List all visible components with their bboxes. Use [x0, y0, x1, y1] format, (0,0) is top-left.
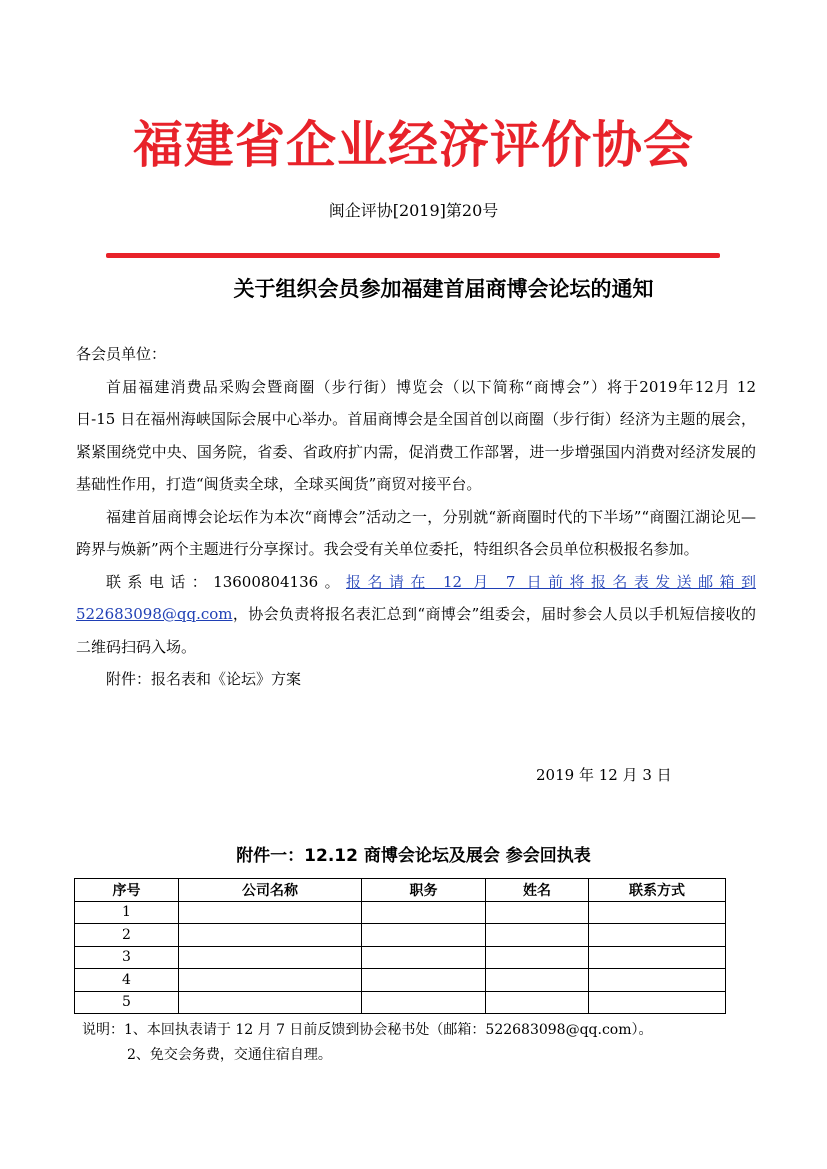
annex-title: 附件一：12.12 商博会论坛及展会 参会回执表 — [236, 846, 591, 866]
paragraph-3 — [76, 566, 756, 664]
company-name-cell[interactable] — [179, 901, 362, 924]
paragraph-3-suffix: ，协会负责将报名表汇总到“商博会”组委会，届时参会人员以手机短信接收的二维码扫码入场。 — [76, 605, 756, 656]
contact-cell[interactable] — [589, 901, 726, 924]
name-cell[interactable] — [486, 991, 589, 1014]
column-header: 联系方式 — [589, 879, 726, 902]
company-name-cell[interactable] — [179, 991, 362, 1014]
position-cell[interactable] — [362, 901, 486, 924]
company-name-cell[interactable] — [179, 969, 362, 992]
position-cell[interactable] — [362, 969, 486, 992]
note-2: 2、免交会务费，交通住宿自理。 — [127, 1047, 332, 1063]
column-header: 姓名 — [486, 879, 589, 902]
paragraph-1: 首届福建消费品采购会暨商圈（步行街）博览会（以下简称“商博会”）将于2019年12月 12 日-15 日在福州海峡国际会展中心举办。首届商博会是全国首创以商圈（步行街）经济为主题的展会，紧紧围绕党中央、国务院，省委、省政府扩内需，促消费工作部署，进一步增强国内消费对经济发展的基础性作用，打造“闽货卖全球，全球买闽货”商贸对接平台。 — [76, 377, 756, 493]
document-number: 闽企评协[2019]第20号 — [328, 201, 499, 220]
contact-cell[interactable] — [589, 991, 726, 1014]
table-row — [75, 991, 726, 1014]
reply-form-table — [74, 878, 726, 1014]
contact-phone: 联系电话：13600804136。 — [106, 572, 347, 591]
row-number: 5 — [75, 991, 179, 1014]
contact-cell[interactable] — [589, 924, 726, 947]
table-row — [75, 924, 726, 947]
column-header: 职务 — [362, 879, 486, 902]
row-number: 1 — [75, 901, 179, 924]
note-1: 说明：1、本回执表请于 12 月 7 日前反馈到协会秘书处（邮箱：522683098@qq.com）。 — [82, 1022, 653, 1038]
salutation: 各会员单位： — [76, 345, 167, 363]
row-number: 3 — [75, 946, 179, 969]
row-number: 2 — [75, 924, 179, 947]
issue-date: 2019 年 12 月 3 日 — [536, 766, 672, 784]
table-row — [75, 901, 726, 924]
table-row — [75, 969, 726, 992]
position-cell[interactable] — [362, 924, 486, 947]
column-header: 序号 — [75, 879, 179, 902]
row-number: 4 — [75, 969, 179, 992]
red-divider-line — [106, 253, 720, 258]
name-cell[interactable] — [486, 946, 589, 969]
registration-email-link[interactable]: 报名请在 12 月 7 日前将报名表发送邮箱到 522683098@qq.com — [76, 572, 756, 623]
contact-cell[interactable] — [589, 946, 726, 969]
paragraph-2: 福建首届商博会论坛作为本次“商博会”活动之一，分别就“新商圈时代的下半场”“商圈江湖论见—跨界与焕新”两个主题进行分享探讨。我会受有关单位委托，特组织各会员单位积极报名参加。 — [76, 507, 756, 558]
name-cell[interactable] — [486, 969, 589, 992]
name-cell[interactable] — [486, 924, 589, 947]
company-name-cell[interactable] — [179, 946, 362, 969]
organization-name: 福建省企业经济评价协会 — [133, 116, 694, 174]
column-header: 公司名称 — [179, 879, 362, 902]
position-cell[interactable] — [362, 991, 486, 1014]
notice-title: 关于组织会员参加福建首届商博会论坛的通知 — [233, 277, 654, 301]
position-cell[interactable] — [362, 946, 486, 969]
notice-body — [76, 338, 756, 696]
notes-section — [82, 1018, 653, 1068]
name-cell[interactable] — [486, 901, 589, 924]
contact-cell[interactable] — [589, 969, 726, 992]
table-header-row — [75, 879, 726, 902]
table-row — [75, 946, 726, 969]
company-name-cell[interactable] — [179, 924, 362, 947]
attachment-line: 附件：报名表和《论坛》方案 — [106, 670, 302, 688]
